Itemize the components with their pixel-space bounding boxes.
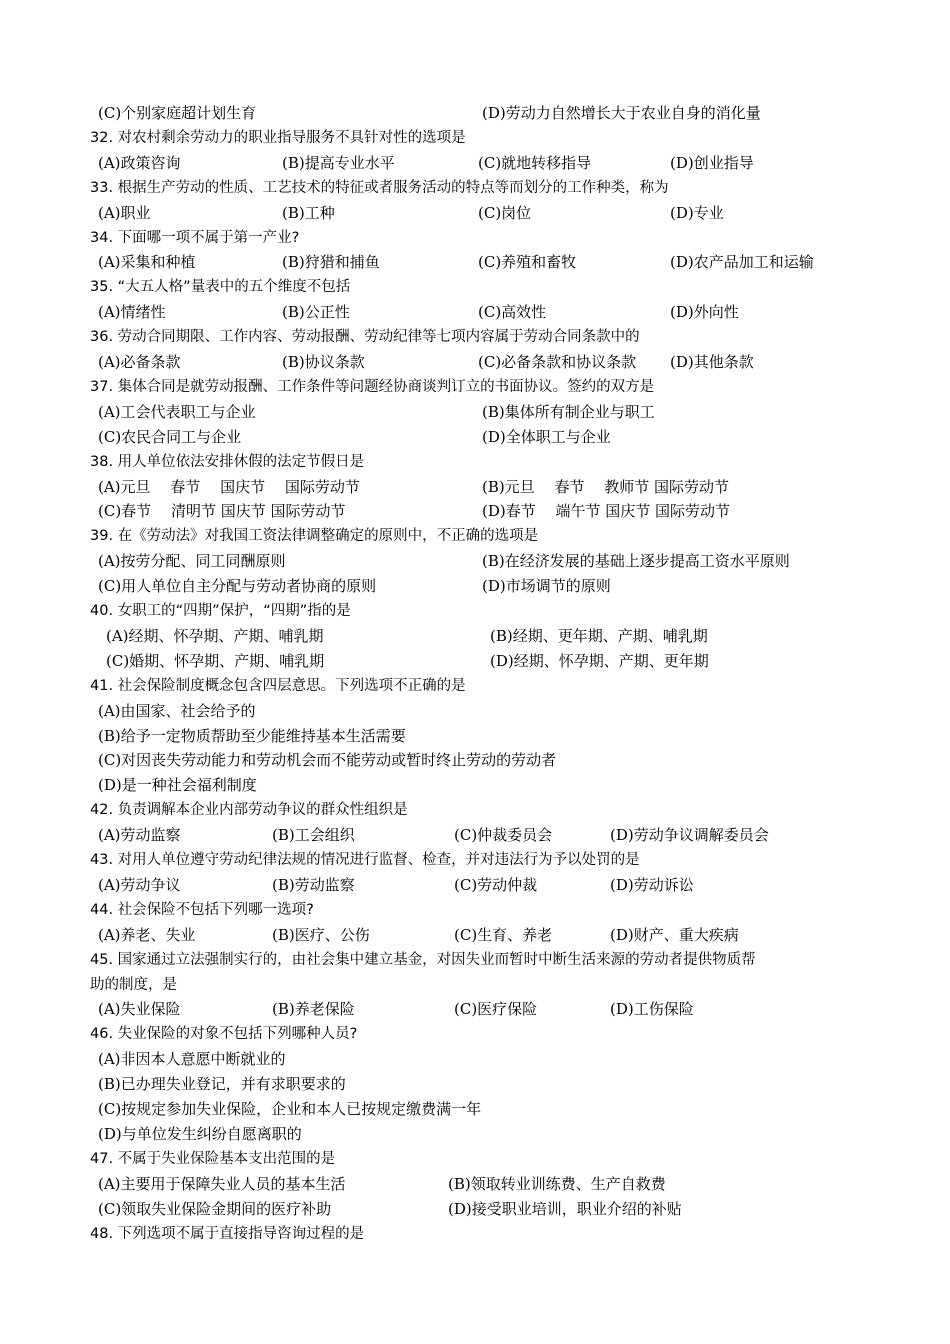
answer-option: (A)劳动争议 [98, 875, 181, 894]
answer-option: (A)经期、怀孕期、产期、哺乳期 [106, 626, 324, 645]
answer-option: (C)对因丧失劳动能力和劳动机会而不能劳动或暂时终止劳动的劳动者 [98, 751, 557, 770]
answer-option: (C)高效性 [478, 303, 547, 322]
answer-option: (A)采集和种植 [98, 253, 196, 272]
question-text: 43. 对用人单位遵守劳动纪律法规的情况进行监督、检查，并对违法行为予以处罚的是 [90, 852, 640, 868]
answer-option: (B)养老保险 [272, 1000, 355, 1019]
answer-option: (C)必备条款和协议条款 [478, 353, 637, 371]
answer-option: (D)专业 [670, 203, 724, 222]
answer-option: (A)失业保险 [98, 1000, 181, 1019]
answer-option: (C)个别家庭超计划生育 [98, 104, 257, 122]
answer-option: (C)生育、养老 [454, 925, 553, 944]
answer-option: (D)创业指导 [670, 153, 754, 172]
answer-option: (C)领取失业保险金期间的医疗补助 [98, 1199, 332, 1218]
answer-option: (C)仲裁委员会 [454, 826, 553, 845]
answer-option: (D)全体职工与企业 [482, 427, 611, 446]
answer-option: (D)劳动争议调解委员会 [610, 826, 769, 845]
question-text: 46. 失业保险的对象不包括下列哪种人员? [90, 1026, 358, 1043]
question-text: 34. 下面哪一项不属于第一产业? [90, 229, 300, 246]
answer-option: (B)领取转业训练费、生产自救费 [448, 1174, 666, 1193]
answer-option: (D)市场调节的原则 [482, 577, 611, 596]
answer-option: (D)是一种社会福利制度 [98, 776, 257, 795]
question-text: 助的制度，是 [90, 976, 177, 993]
question-text: 45. 国家通过立法强制实行的，由社会集中建立基金，对因失业而暂时中断生活来源的劳动者提供物质帮 [90, 951, 756, 968]
answer-option: (D)工伤保险 [610, 1000, 694, 1019]
answer-option: (C)养殖和畜牧 [478, 253, 577, 272]
answer-option: (D)劳动力自然增长大于农业自身的消化量 [482, 104, 761, 122]
answer-option: (D)外向性 [670, 303, 739, 322]
answer-option: (C)婚期、怀孕期、产期、哺乳期 [106, 651, 325, 670]
answer-option: (C)劳动仲裁 [454, 875, 538, 894]
answer-option: (B)公正性 [282, 303, 350, 322]
question-text: 37. 集体合同是就劳动报酬、工作条件等问题经协商谈判订立的书面协议。签约的双方是 [90, 378, 655, 395]
answer-option: (B)狩猎和捕鱼 [282, 253, 380, 272]
answer-option: (B)协议条款 [282, 353, 365, 371]
answer-option: (B)劳动监察 [272, 875, 355, 894]
answer-option: (C)春节 清明节 国庆节 国际劳动节 [98, 502, 346, 521]
question-text: 39. 在《劳动法》对我国工资法律调整确定的原则中，不正确的选项是 [90, 528, 539, 545]
answer-option: (C)岗位 [478, 203, 532, 222]
question-text: 36. 劳动合同期限、工作内容、劳动报酬、劳动纪律等七项内容属于劳动合同条款中的 [90, 329, 640, 346]
question-text: 47. 不属于失业保险基本支出范围的是 [90, 1150, 336, 1167]
answer-option: (D)接受职业培训，职业介绍的补贴 [448, 1199, 682, 1218]
answer-option: (D)劳动诉讼 [610, 875, 694, 894]
question-text: 38. 用人单位依法安排休假的法定节假日是 [90, 453, 365, 470]
answer-option: (C)医疗保险 [454, 1000, 538, 1019]
answer-option: (B)在经济发展的基础上逐步提高工资水平原则 [482, 552, 790, 571]
answer-option: (B)提高专业水平 [282, 153, 395, 172]
answer-option: (B)集体所有制企业与职工 [482, 402, 655, 421]
answer-option: (D)其他条款 [670, 353, 754, 371]
answer-option: (A)养老、失业 [98, 925, 196, 944]
question-text: 48. 下列选项不属于直接指导咨询过程的是 [90, 1225, 365, 1242]
question-text: 35. “大五人格”量表中的五个维度不包括 [90, 279, 351, 296]
answer-option: (B)工种 [282, 203, 335, 222]
answer-option: (D)春节 端午节 国庆节 国际劳动节 [482, 502, 731, 521]
answer-option: (C)按规定参加失业保险，企业和本人已按规定缴费满一年 [98, 1100, 482, 1118]
answer-option: (B)医疗、公伤 [272, 925, 370, 944]
answer-option: (D)农产品加工和运输 [670, 253, 814, 272]
answer-option: (B)经期、更年期、产期、哺乳期 [490, 626, 708, 645]
answer-option: (A)政策咨询 [98, 153, 181, 172]
answer-option: (A)按劳分配、同工同酬原则 [98, 552, 286, 571]
question-text: 40. 女职工的“四期”保护，“四期”指的是 [90, 603, 351, 619]
answer-option: (A)非因本人意愿中断就业的 [98, 1050, 286, 1069]
answer-option: (B)已办理失业登记，并有求职要求的 [98, 1075, 346, 1094]
answer-option: (B)元旦 春节 教师节 国际劳动节 [482, 477, 730, 496]
answer-option: (D)与单位发生纠纷自愿离职的 [98, 1124, 302, 1143]
answer-option: (A)工会代表职工与企业 [98, 402, 256, 421]
answer-option: (A)职业 [98, 203, 151, 222]
answer-option: (A)主要用于保障失业人员的基本生活 [98, 1174, 346, 1193]
question-text: 32. 对农村剩余劳动力的职业指导服务不具针对性的选项是 [90, 129, 466, 146]
question-text: 33. 根据生产劳动的性质、工艺技术的特征或者服务活动的特点等而划分的工作种类，称为 [90, 179, 669, 196]
answer-option: (B)给予一定物质帮助至少能维持基本生活需要 [98, 726, 406, 745]
answer-option: (C)就地转移指导 [478, 153, 592, 172]
question-text: 42. 负责调解本企业内部劳动争议的群众性组织是 [90, 802, 408, 819]
answer-option: (C)用人单位自主分配与劳动者协商的原则 [98, 577, 377, 596]
question-text: 41. 社会保险制度概念包含四层意思。下列选项不正确的是 [90, 677, 466, 694]
answer-option: (A)劳动监察 [98, 826, 181, 845]
answer-option: (B)工会组织 [272, 826, 355, 845]
answer-option: (C)农民合同工与企业 [98, 427, 242, 446]
answer-option: (A)由国家、社会给予的 [98, 701, 256, 720]
answer-option: (D)财产、重大疾病 [610, 925, 739, 944]
question-text: 44. 社会保险不包括下列哪一选项? [90, 901, 314, 918]
answer-option: (A)情绪性 [98, 303, 166, 322]
answer-option: (A)元旦 春节 国庆节 国际劳动节 [98, 477, 360, 496]
answer-option: (A)必备条款 [98, 353, 181, 371]
answer-option: (D)经期、怀孕期、产期、更年期 [490, 651, 709, 670]
